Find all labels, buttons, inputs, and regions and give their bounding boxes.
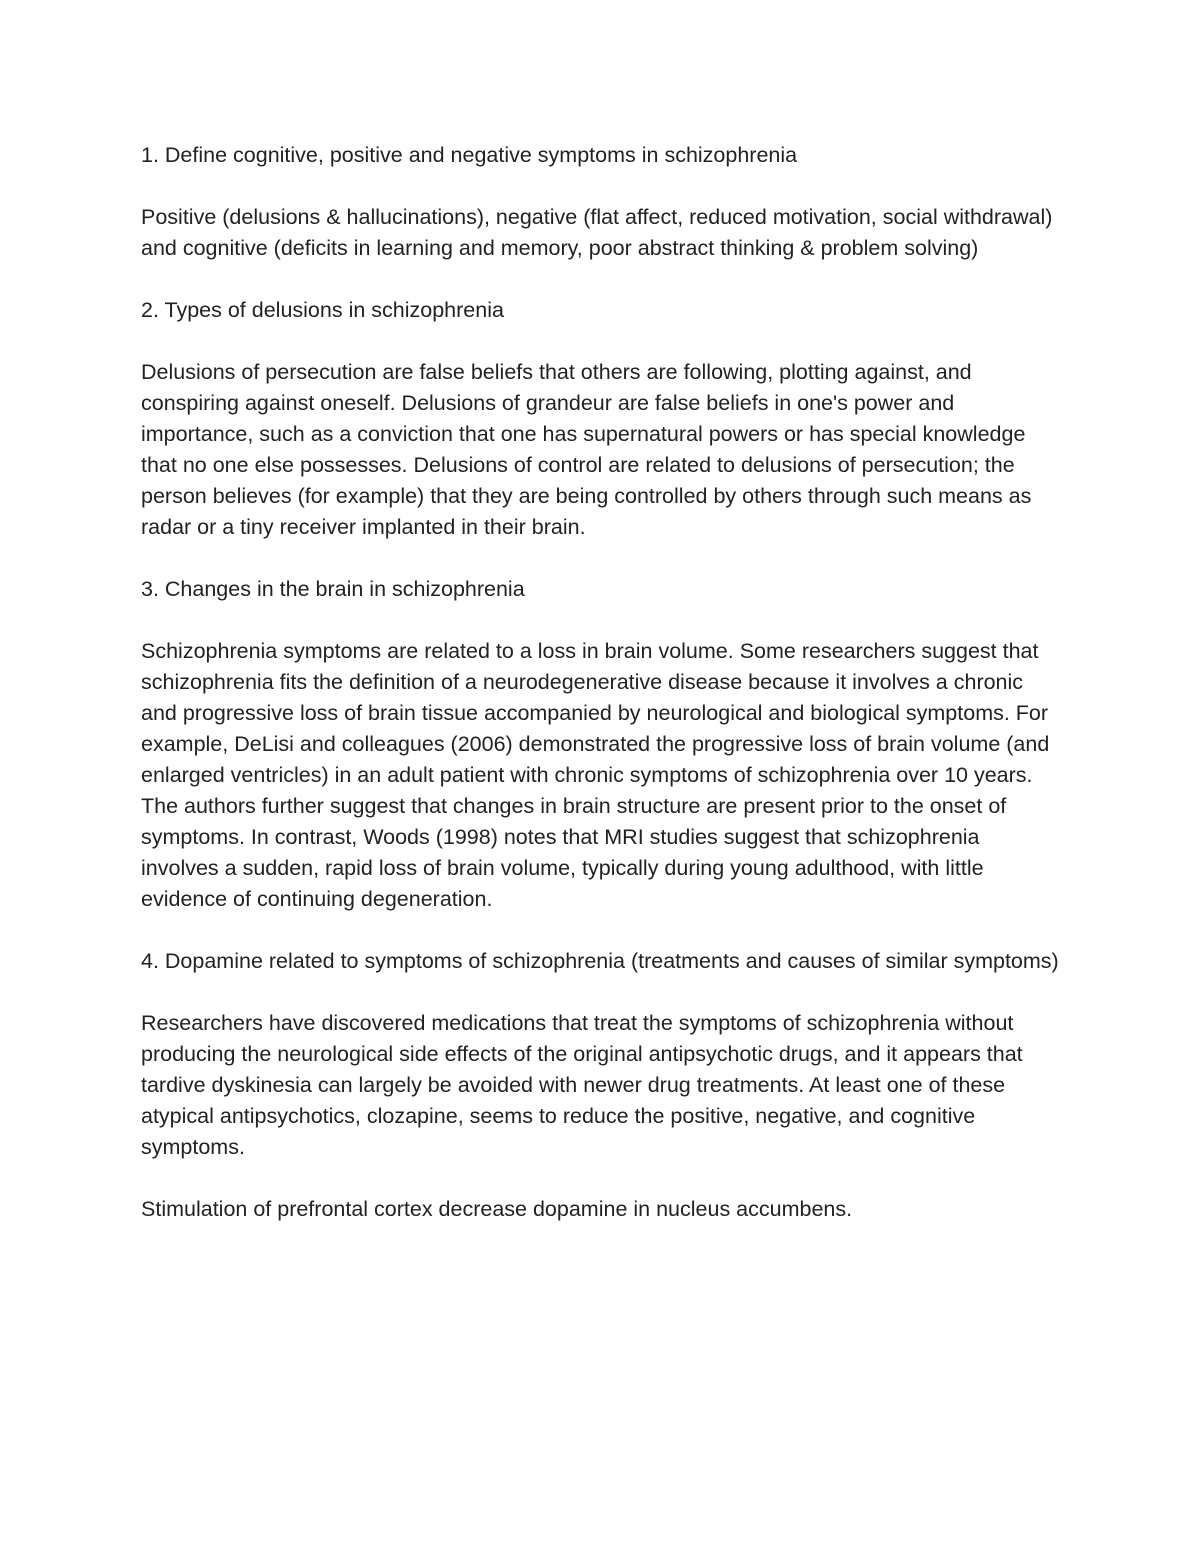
document-page — [141, 140, 1061, 1256]
section-1-heading: 1. Define cognitive, positive and negative symptoms in schizophrenia — [141, 143, 798, 167]
section-2-heading: 2. Types of delusions in schizophrenia — [141, 298, 504, 322]
section-4-heading: 4. Dopamine related to symptoms of schizophrenia (treatments and causes of similar symptoms) — [141, 949, 1059, 973]
section-3-heading: 3. Changes in the brain in schizophrenia — [141, 577, 525, 601]
section-4-paragraph: Researchers have discovered medications that treat the symptoms of schizophrenia without producing the neurological side effects of the original antipsychotic drugs, and it appears that tardive dyskinesia can largely be avoided with newer drug treatments. At least one of these atypical antipsychotics, clozapine, seems to reduce the positive, negative, and cognitive symptoms. — [141, 1011, 1023, 1159]
section-3-paragraph: Schizophrenia symptoms are related to a loss in brain volume. Some researchers suggest that schizophrenia fits the definition of a neurodegenerative disease because it involves a chronic and progressive loss of brain tissue accompanied by neurological and biological symptoms. For example, DeLisi and colleagues (2006) demonstrated the progressive loss of brain volume (and enlarged ventricles) in an adult patient with chronic symptoms of schizophrenia over 10 years. The authors further suggest that changes in brain structure are present prior to the onset of symptoms. In contrast, Woods (1998) notes that MRI studies suggest that schizophrenia involves a sudden, rapid loss of brain volume, typically during young adulthood, with little evidence of continuing degeneration. — [141, 639, 1050, 911]
section-1-paragraph: Positive (delusions & hallucinations), negative (flat affect, reduced motivation, social withdrawal) and cognitive (deficits in learning and memory, poor abstract thinking & problem solving) — [141, 205, 1053, 260]
section-2-paragraph: Delusions of persecution are false beliefs that others are following, plotting against, and conspiring against oneself. Delusions of grandeur are false beliefs in one's power and importance, such as a conviction that one has supernatural powers or has special knowledge that no one else possesses. Delusions of control are related to delusions of persecution; the person believes (for example) that they are being controlled by others through such means as radar or a tiny receiver implanted in their brain. — [141, 360, 1032, 539]
section-4-paragraph-2: Stimulation of prefrontal cortex decrease dopamine in nucleus accumbens. — [141, 1197, 853, 1221]
